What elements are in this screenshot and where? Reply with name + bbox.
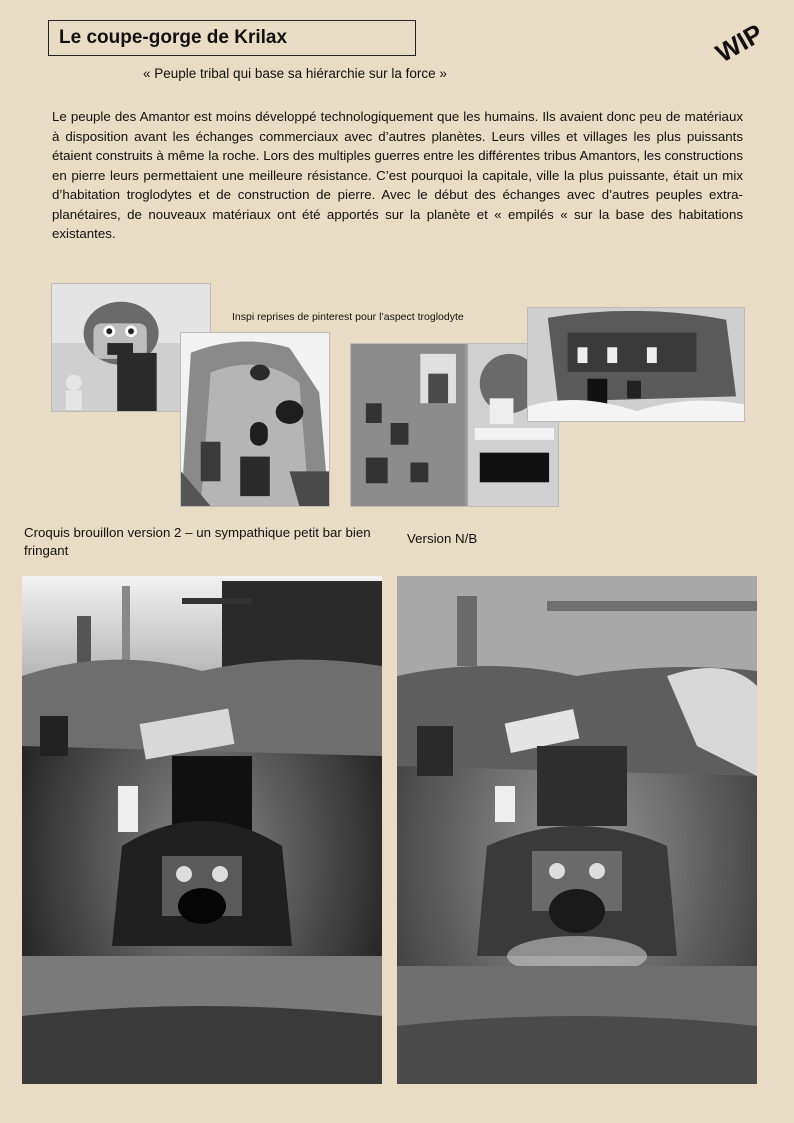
- reference-image-rock-dwelling: [180, 332, 330, 507]
- wip-tag: WIP: [710, 17, 768, 69]
- sketch-color-caption: Croquis brouillon version 2 – un sympathique petit bar bien fringant: [24, 525, 371, 558]
- page-title: Le coupe-gorge de Krilax: [48, 20, 416, 56]
- references-caption: Inspi reprises de pinterest pour l’aspect troglodyte: [232, 311, 464, 323]
- page-subtitle: « Peuple tribal qui base sa hiérarchie sur la force »: [143, 66, 447, 81]
- reference-image-cave-house: [527, 307, 745, 422]
- sketch-bw-caption: Version N/B: [407, 531, 478, 546]
- sketch-image-bar-bw: [397, 576, 757, 1084]
- sketch-image-bar-v2: [22, 576, 382, 1084]
- intro-paragraph: Le peuple des Amantor est moins développé technologiquement que les humains. Ils avaient donc peu de matériaux à disposition avant les échanges commerciaux avec d’autres planètes. Leurs villes et villages les plus puissants étaient construits à même la roche. Lors des multiples guerres entre les différentes tribus Amantors, les constructions en pierre leurs permettaient une meilleure résistance. C’est pourquoi la capitale, ville la plus puissante, était un mix d’habitation troglodytes et de construction de pierre. Avec le début des échanges avec d’autres peuples extra-planétaires, de nouveaux matériaux ont été apportés sur la planète et « empilés « sur la base des habitations existantes.: [52, 109, 743, 241]
